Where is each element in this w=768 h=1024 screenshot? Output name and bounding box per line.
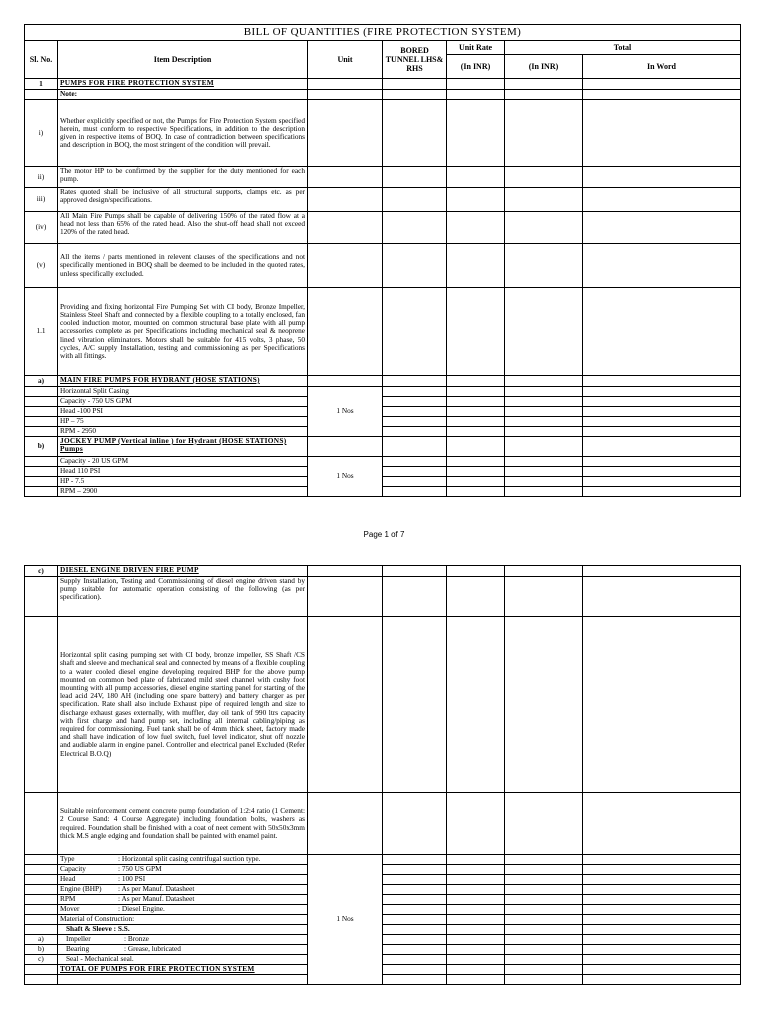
table-row (25, 477, 741, 487)
section-number: 1 (25, 79, 58, 90)
table-row (25, 407, 741, 417)
table-row (25, 975, 741, 985)
header-unit: Unit (308, 41, 383, 79)
table-row (25, 935, 741, 945)
spec-value: : Bronze (124, 934, 149, 943)
table-row (25, 577, 741, 617)
table-row (25, 487, 741, 497)
unit-value: 1 Nos (308, 855, 383, 985)
spec-line (58, 865, 308, 875)
table-row (25, 288, 741, 376)
table-row (25, 965, 741, 975)
material-number: c) (25, 955, 58, 965)
table-row (25, 945, 741, 955)
header-unit-rate: Unit Rate (447, 41, 505, 55)
item-description: Providing and fixing horizontal Fire Pumping Set with CI body, Bronze Impeller, Stainless Steel Shaft and connected by a flexible coupling to a totally enclosed, fan cooled induction motor, mounted on common structural base plate with all pump accessories complete as per Specifications including mechanical seal & neoprene lined vibration eliminators. Motors shall be suitable for 415 volts, 3 phase, 50 cycles, A/C supply Installation, testing and commissioning as per Specifications with all fittings. (58, 288, 308, 376)
total-label: TOTAL OF PUMPS FOR FIRE PROTECTION SYSTEM (58, 965, 308, 975)
item-description: Suitable reinforcement cement concrete pump foundation of 1:2:4 ratio (1 Cement: 2 Course Sand: 4 Course Aggregate) including foundation bolts, washers as required. Foundation shall be finished with a coat of neet cement with 50x50x3mm thick M.S angle edging and foundation shall be painted with enamel paint. (58, 793, 308, 855)
table-row (25, 437, 741, 457)
table-row (25, 188, 741, 212)
note-text: All the items / parts mentioned in relevent clauses of the specifications and not specifically mentioned in BOQ shall be deemed to be included in the quoted rates, unless specifically excluded. (58, 244, 308, 288)
header-total-inr: (In INR) (505, 55, 583, 79)
spec-value: : Grease, lubricated (124, 944, 181, 953)
item-number: c) (25, 566, 58, 577)
material-number: a) (25, 935, 58, 945)
spec-line: RPM - 2950 (58, 427, 308, 437)
table-row (25, 212, 741, 244)
table-row (25, 457, 741, 467)
note-number: iii) (25, 188, 58, 212)
spec-line: HP – 75 (58, 417, 308, 427)
spec-key: Seal - Mechanical seal. (66, 954, 134, 963)
header-unit-rate-inr: (In INR) (447, 55, 505, 79)
item-description: Horizontal split casing pumping set with CI body, bronze impeller, SS Shaft /CS shaft and sleeve and mechanical seal and connected by means of a flexible coupling to a water cooled diesel engine developing required BHP for the above pump mounted on common bed plate of fabricated mild steel channel with cushy foot mounting with all pump accessories, diesel engine starting panel for starting of the lead acid 24V, 180 AH (including one spare battery) and battery charger as per specification. Rate shall also include Exhaust pipe of required length and size to discharge exhaust gases externally, with muffler, day oil tank of 990 ltrs capacity with first charge and hand pump set, including all internal cabling/piping as required for commissioning. Fuel tank shall be of 4mm thick sheet, factory made and shall have indication of low fuel switch, fuel level indicator, shut off nozzle and audiable alarm in engine panel. Controller and electrical panel Excluded (Refer Electrical B.O.Q) (58, 617, 308, 793)
header-sl-no: Sl. No. (25, 41, 58, 79)
note-number: (v) (25, 244, 58, 288)
spec-key: Capacity (60, 864, 86, 873)
spec-key: Head (60, 874, 76, 883)
header-total-in-word: In Word (583, 55, 741, 79)
spec-key: Type (60, 854, 75, 863)
spec-line (58, 945, 308, 955)
table-row (25, 955, 741, 965)
spec-line: Head 110 PSI (58, 467, 308, 477)
shaft-label: Shaft & Sleeve : S.S. (58, 925, 308, 935)
spec-value: : As per Manuf. Datasheet (118, 894, 195, 903)
table-row (25, 895, 741, 905)
table-row (25, 467, 741, 477)
spec-value: : 750 US GPM (118, 864, 162, 873)
spec-line (58, 905, 308, 915)
item-description: Supply Installation, Testing and Commissioning of diesel engine driven stand by pump suitable for automatic operation consisting of the following (as per specification). (58, 577, 308, 617)
table-row (25, 905, 741, 915)
spec-line (58, 935, 308, 945)
header-total: Total (505, 41, 741, 55)
spec-key: Impeller (66, 934, 91, 943)
unit-value: 1 Nos (308, 457, 383, 497)
note-label: Note: (58, 90, 308, 100)
spec-value: : 100 PSI (118, 874, 146, 883)
note-number: (iv) (25, 212, 58, 244)
spec-line (58, 885, 308, 895)
table-row (25, 90, 741, 100)
spec-line: RPM – 2900 (58, 487, 308, 497)
spec-key: RPM (60, 894, 76, 903)
item-number: b) (25, 437, 58, 457)
spec-line: Horizontal Split Casing (58, 387, 308, 397)
note-number: i) (25, 100, 58, 167)
table-row (25, 397, 741, 407)
boq-table-page-1 (24, 24, 741, 497)
page-number: Page 1 of 7 (363, 530, 405, 539)
table-row (25, 915, 741, 925)
note-text: The motor HP to be confirmed by the supplier for the duty mentioned for each pump. (58, 167, 308, 188)
material-number: b) (25, 945, 58, 955)
table-row (25, 566, 741, 577)
table-row (25, 875, 741, 885)
spec-key: Engine (BHP) (60, 884, 102, 893)
table-row (25, 387, 741, 397)
spec-line (58, 895, 308, 905)
header-bored-tunnel: BORED TUNNEL LHS& RHS (383, 41, 447, 79)
table-row (25, 793, 741, 855)
unit-value: 1 Nos (308, 387, 383, 437)
table-row (25, 885, 741, 895)
table-row (25, 100, 741, 167)
spec-line: HP - 7.5 (58, 477, 308, 487)
spec-value: : Horizontal split casing centrifugal suction type. (118, 854, 261, 863)
note-text: Rates quoted shall be inclusive of all structural supports, clamps etc. as per approved design/specifications. (58, 188, 308, 212)
boq-page-1 (24, 24, 740, 497)
table-row (25, 427, 741, 437)
note-number: ii) (25, 167, 58, 188)
note-text: All Main Fire Pumps shall be capable of delivering 150% of the rated flow at a head not less than 65% of the rated head. Also the shut-off head shall not exceed 120% of the rated head. (58, 212, 308, 244)
boq-table-page-2 (24, 565, 741, 985)
material-label: Material of Construction: (58, 915, 308, 925)
table-row (25, 617, 741, 793)
spec-line: Head -100 PSI (58, 407, 308, 417)
spec-value: : As per Manuf. Datasheet (118, 884, 195, 893)
table-row (25, 79, 741, 90)
item-title: MAIN FIRE PUMPS FOR HYDRANT (HOSE STATIONS) (58, 376, 308, 387)
item-title: JOCKEY PUMP (Vertical inline ) for Hydrant (HOSE STATIONS) Pumps (58, 437, 308, 457)
table-row (25, 855, 741, 865)
document-title: BILL OF QUANTITIES (FIRE PROTECTION SYSTEM) (25, 25, 741, 41)
table-row (25, 376, 741, 387)
spec-key: Mover (60, 904, 80, 913)
spec-line: Capacity - 750 US GPM (58, 397, 308, 407)
note-text: Whether explicitly specified or not, the Pumps for Fire Protection System specified herein, must conform to respective Specifications, in addition to the description given in respective items of BOQ. In case of contradiction between specifications and description in BOQ, the most stringent of the condition will prevail. (58, 100, 308, 167)
section-title: PUMPS FOR FIRE PROTECTION SYSTEM (58, 79, 308, 90)
table-row (25, 167, 741, 188)
boq-page-2 (24, 565, 740, 985)
spec-line (58, 875, 308, 885)
table-row (25, 865, 741, 875)
item-title: DIESEL ENGINE DRIVEN FIRE PUMP (58, 566, 308, 577)
header-item-description: Item Description (58, 41, 308, 79)
spec-key: Bearing (66, 944, 90, 953)
item-number: 1.1 (25, 288, 58, 376)
spec-line: Capacity - 20 US GPM (58, 457, 308, 467)
table-row (25, 417, 741, 427)
spec-value: : Diesel Engine. (118, 904, 165, 913)
table-row (25, 925, 741, 935)
spec-line (58, 855, 308, 865)
table-row (25, 244, 741, 288)
item-number: a) (25, 376, 58, 387)
spec-line (58, 955, 308, 965)
